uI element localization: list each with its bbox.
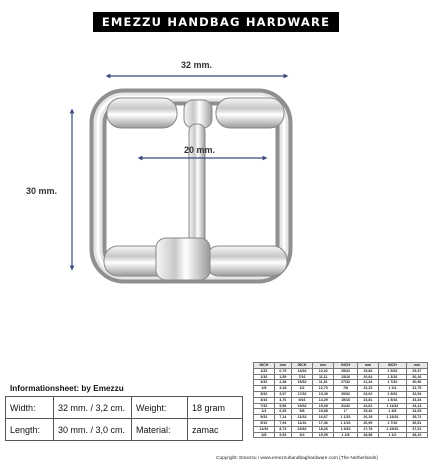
conversion-cell: 7/16 — [291, 374, 312, 380]
conversion-cell: 2,38 — [274, 380, 291, 386]
conversion-cell: 3/8 — [254, 432, 275, 438]
conversion-cell: 23/32 — [291, 426, 312, 432]
conversion-cell: 11/32 — [254, 426, 275, 432]
info-row-length — [6, 419, 243, 441]
conversion-cell: 15/32 — [291, 380, 312, 386]
conversion-cell: 12,70 — [313, 386, 334, 392]
conversion-cell: 1 1/16 — [334, 420, 357, 426]
conversion-header-cell: mm — [406, 363, 427, 369]
conversion-header-cell: mm — [357, 363, 378, 369]
conversion-cell: 1 7/32 — [379, 380, 407, 386]
length-label: Length: — [6, 419, 54, 441]
conversion-cell: 13,49 — [313, 391, 334, 397]
conversion-cell: 9/16 — [291, 397, 312, 403]
weight-value: 18 gram — [188, 397, 243, 419]
conversion-cell: 1 3/8 — [379, 409, 407, 415]
conversion-cell: 29,37 — [406, 368, 427, 374]
conversion-cell: 31/32 — [334, 403, 357, 409]
conversion-cell: 19,05 — [313, 432, 334, 438]
conversion-header-cell: INCH — [254, 363, 275, 369]
width-dimension-label: 32 mm. — [181, 60, 213, 70]
conversion-cell: 9,53 — [274, 432, 291, 438]
conversion-row — [254, 432, 428, 438]
conversion-header-cell: mm — [313, 363, 334, 369]
conversion-cell: 36,51 — [406, 420, 427, 426]
info-sheet-title: Informationsheet: by Emezzu — [10, 384, 124, 393]
conversion-cell: 16,67 — [313, 415, 334, 421]
conversion-cell: 34,93 — [406, 409, 427, 415]
inch-mm-conversion-table — [253, 362, 428, 438]
conversion-cell: 1 9/32 — [379, 391, 407, 397]
conversion-cell: 10,32 — [313, 368, 334, 374]
conversion-cell: 35,72 — [406, 415, 427, 421]
conversion-cell: 29/32 — [334, 391, 357, 397]
conversion-cell: 1 3/32 — [334, 426, 357, 432]
conversion-cell: 30,96 — [406, 380, 427, 386]
conversion-cell: 33,34 — [406, 397, 427, 403]
conversion-cell: 3/16 — [254, 397, 275, 403]
info-row-width — [6, 397, 243, 419]
conversion-cell: 18,26 — [313, 426, 334, 432]
conversion-cell: 3/32 — [254, 380, 275, 386]
conversion-cell: 21,43 — [357, 380, 378, 386]
height-dimension-label: 30 mm. — [26, 186, 58, 196]
conversion-cell: 5/16 — [254, 420, 275, 426]
conversion-cell: 1 1/32 — [334, 415, 357, 421]
conversion-cell: 15/16 — [334, 397, 357, 403]
conversion-cell: 25/32 — [334, 368, 357, 374]
conversion-cell: 1 15/32 — [379, 426, 407, 432]
conversion-cell: 24,61 — [357, 403, 378, 409]
conversion-cell: 17/32 — [291, 391, 312, 397]
conversion-cell: 1 5/16 — [379, 397, 407, 403]
conversion-cell: 1,59 — [274, 374, 291, 380]
conversion-cell: 1/16 — [254, 374, 275, 380]
conversion-cell: 17,46 — [313, 420, 334, 426]
conversion-header-cell: INCH — [334, 363, 357, 369]
conversion-cell: 28,58 — [357, 432, 378, 438]
conversion-cell: 13/16 — [334, 374, 357, 380]
material-value: zamac — [188, 419, 243, 441]
conversion-cell: 1 13/32 — [379, 415, 407, 421]
conversion-cell: 1 5/32 — [379, 368, 407, 374]
conversion-cell: 1/4 — [254, 409, 275, 415]
conversion-cell: 6,35 — [274, 409, 291, 415]
conversion-cell: 21/32 — [291, 415, 312, 421]
conversion-cell: 1 3/16 — [379, 374, 407, 380]
conversion-cell: 3,97 — [274, 391, 291, 397]
conversion-cell: 1 1/4 — [379, 386, 407, 392]
conversion-cell: 5/8 — [291, 409, 312, 415]
conversion-cell: 34,13 — [406, 403, 427, 409]
conversion-cell: 1" — [334, 409, 357, 415]
conversion-cell: 30,16 — [406, 374, 427, 380]
conversion-cell: 8,73 — [274, 426, 291, 432]
conversion-cell: 11,11 — [313, 374, 334, 380]
conversion-cell: 7/32 — [254, 403, 275, 409]
conversion-cell: 19/32 — [291, 403, 312, 409]
conversion-cell: 13/32 — [291, 368, 312, 374]
inner-dimension-label: 20 mm. — [184, 145, 216, 155]
conversion-cell: 26,19 — [357, 415, 378, 421]
conversion-cell: 1 11/32 — [379, 403, 407, 409]
conversion-cell: 3,18 — [274, 386, 291, 392]
conversion-cell: 3/4 — [291, 432, 312, 438]
conversion-cell: 1/8 — [254, 386, 275, 392]
conversion-cell: 7,14 — [274, 415, 291, 421]
conversion-cell: 26,99 — [357, 420, 378, 426]
conversion-cell: 37,31 — [406, 426, 427, 432]
width-value: 32 mm. / 3,2 cm. — [54, 397, 132, 419]
conversion-header-cell: INCH — [291, 363, 312, 369]
conversion-cell: 38,10 — [406, 432, 427, 438]
material-label: Material: — [132, 419, 188, 441]
length-value: 30 mm. / 3,0 cm. — [54, 419, 132, 441]
conversion-cell: 25,40 — [357, 409, 378, 415]
conversion-cell: 5,56 — [274, 403, 291, 409]
conversion-cell: 5/32 — [254, 391, 275, 397]
conversion-cell: 27,78 — [357, 426, 378, 432]
conversion-cell: 15,88 — [313, 409, 334, 415]
conversion-cell: 4,76 — [274, 397, 291, 403]
conversion-cell: 1/32 — [254, 368, 275, 374]
conversion-header-cell: INCH — [379, 363, 407, 369]
weight-label: Weight: — [132, 397, 188, 419]
conversion-cell: 32,54 — [406, 391, 427, 397]
conversion-cell: 7/8 — [334, 386, 357, 392]
conversion-cell: 1 1/8 — [334, 432, 357, 438]
conversion-cell: 11/16 — [291, 420, 312, 426]
conversion-header-cell: mm — [274, 363, 291, 369]
conversion-cell: 19,84 — [357, 368, 378, 374]
conversion-cell: 15,08 — [313, 403, 334, 409]
conversion-cell: 9/32 — [254, 415, 275, 421]
conversion-cell: 1/2 — [291, 386, 312, 392]
conversion-cell: 7,94 — [274, 420, 291, 426]
conversion-cell: 14,29 — [313, 397, 334, 403]
conversion-cell: 23,81 — [357, 397, 378, 403]
conversion-cell: 11,91 — [313, 380, 334, 386]
conversion-cell: 1 1/2 — [379, 432, 407, 438]
conversion-cell: 20,64 — [357, 374, 378, 380]
width-label: Width: — [6, 397, 54, 419]
conversion-cell: 31,75 — [406, 386, 427, 392]
conversion-cell: 0,79 — [274, 368, 291, 374]
brand-title: EMEZZU HANDBAG HARDWARE — [101, 15, 331, 29]
conversion-cell: 23,02 — [357, 391, 378, 397]
conversion-cell: 22,23 — [357, 386, 378, 392]
conversion-cell: 1 7/16 — [379, 420, 407, 426]
conversion-cell: 27/32 — [334, 380, 357, 386]
copyright-footer: Copyright: Emezzu / www.emezzuhandbaghardware.com (The Netherlands) — [216, 456, 378, 461]
info-table — [5, 396, 243, 441]
